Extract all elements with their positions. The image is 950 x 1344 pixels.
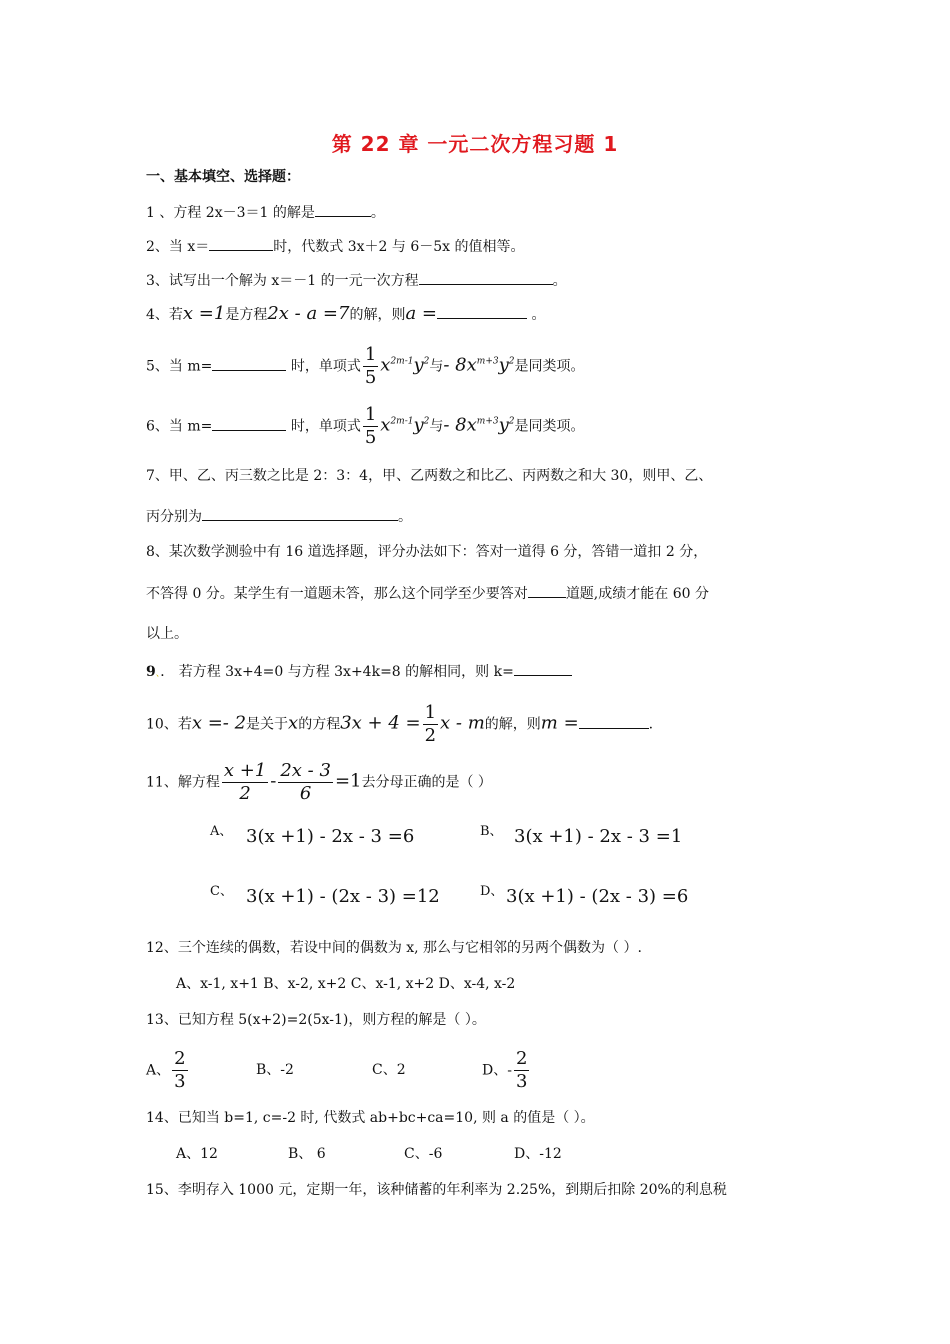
question-11 (146, 760, 492, 805)
fraction: $\frac{1}{2}$ (424, 702, 437, 746)
math-expression: =1 (334, 770, 362, 792)
question-end: 。 (398, 509, 412, 525)
question-text: 的解，则 (349, 307, 406, 323)
answer-blank (315, 202, 371, 217)
question-text: 的解，则 (484, 716, 541, 733)
math-expression: - 8x (443, 414, 477, 436)
option-d: D、-12 (514, 1146, 562, 1162)
question-number: 9 (146, 664, 156, 680)
answer-blank (528, 583, 566, 598)
option-label: D、 (480, 884, 504, 899)
question-text: 的方程 (298, 716, 341, 733)
question-text: 时，单项式 (286, 418, 361, 435)
option-b: B、-2 (256, 1062, 294, 1078)
question-end: 。 (552, 273, 567, 289)
question-12: 12、三个连续的偶数，若设中间的偶数为 x, 那么与它相邻的另两个偶数为（ ）. (146, 940, 642, 956)
question-10 (146, 702, 653, 747)
answer-blank (209, 236, 273, 251)
math-expression: - (270, 770, 277, 792)
option-equation: 3(x +1) - (2x - 3) =6 (506, 886, 689, 907)
question-13-options (146, 1048, 190, 1096)
math-expression: - 8x (443, 354, 477, 376)
math-expression: x =- 2 (191, 712, 247, 734)
exponent: 2m-1 (390, 416, 414, 427)
option-equation: 3(x +1) - 2x - 3 =6 (246, 826, 415, 847)
page-title: 第 22 章 一元二次方程习题 1 (331, 132, 619, 156)
exponent: 2 (423, 356, 430, 367)
exponent: 2 (508, 416, 515, 427)
question-2 (146, 236, 525, 257)
exponent: 2m-1 (390, 356, 414, 367)
question-end: 。 (370, 205, 385, 221)
question-text: 道题,成绩才能在 60 分 (565, 586, 709, 602)
question-text: 11、解方程 (146, 774, 220, 791)
question-text: 与 (429, 418, 444, 435)
option-label: C、 (210, 884, 233, 899)
question-text: 是关于 (246, 716, 289, 733)
option-c: C、-6 (404, 1146, 443, 1162)
question-9 (146, 661, 572, 684)
question-text: 时，单项式 (286, 358, 361, 375)
edit-mark: 、 (155, 669, 161, 679)
option-label: A、 (210, 824, 233, 839)
question-text: 是方程 (225, 307, 268, 323)
exponent: 2 (508, 356, 515, 367)
question-14: 14、已知当 b=1, c=-2 时, 代数式 ab+bc+ca=10, 则 a 的值是（ ）。 (146, 1110, 595, 1126)
question-7-line-2 (146, 506, 412, 527)
math-expression: y (498, 414, 509, 436)
fraction: $\frac{2x - 3}{6}$ (280, 760, 331, 804)
question-text: 去分母正确的是（ ） (361, 774, 492, 791)
math-expression: 3x + 4 = (340, 712, 421, 734)
fraction: $\frac{1}{5}$ (364, 344, 377, 388)
question-5 (146, 344, 585, 389)
option-label: B、 (480, 824, 503, 839)
fraction: $\frac{1}{5}$ (364, 404, 377, 448)
question-text: 6、当 m= (146, 418, 213, 435)
answer-blank (437, 304, 527, 319)
question-8-line-1: 8、某次数学测验中有 16 道选择题，评分办法如下：答对一道得 6 分，答错一道扣 2 分， (146, 544, 708, 560)
option-label: D、- (482, 1062, 512, 1079)
option-equation: 3(x +1) - (2x - 3) =12 (246, 886, 440, 907)
math-expression: y (413, 354, 424, 376)
question-13: 13、已知方程 5(x+2)=2(5x-1)，则方程的解是（ ）。 (146, 1012, 486, 1028)
question-text: 5、当 m= (146, 358, 213, 375)
answer-blank (419, 270, 553, 285)
question-12-options: A、x-1, x+1 B、x-2, x+2 C、x-1, x+2 D、x-4, x-2 (176, 976, 516, 992)
fraction: $\frac{x +1}{2}$ (223, 760, 267, 804)
answer-blank (202, 506, 398, 521)
question-text: 不答得 0 分。某学生有一道题未答，那么这个同学至少要答对 (146, 586, 528, 602)
exponent: m+3 (476, 416, 499, 427)
question-text: 4、若 (146, 307, 183, 323)
question-text: 10、若 (146, 716, 192, 733)
answer-blank (514, 661, 572, 676)
question-end: . (648, 716, 654, 733)
math-expression: x (380, 354, 391, 376)
option-a: A、12 (176, 1146, 218, 1162)
question-text: 2、当 x＝ (146, 239, 210, 255)
math-expression: x =1 (182, 303, 226, 324)
question-text: 时，代数式 3x＋2 与 6－5x 的值相等。 (273, 239, 525, 255)
question-15: 15、李明存入 1000 元，定期一年，该种储蓄的年利率为 2.25%，到期后扣除 20%的利息税 (146, 1182, 727, 1198)
question-text: ． 若方程 3x+4=0 与方程 3x+4k=8 的解相同，则 k= (160, 664, 514, 680)
question-text: 与 (429, 358, 444, 375)
fraction: $\frac{2}{3}$ (515, 1048, 528, 1092)
exponent: 2 (423, 416, 430, 427)
section-heading: 一、基本填空、选择题： (146, 169, 300, 185)
math-expression: y (413, 414, 424, 436)
exponent: m+3 (476, 356, 499, 367)
question-8-line-3: 以上。 (146, 626, 188, 642)
question-text: 3、试写出一个解为 x＝－1 的一元一次方程 (146, 273, 419, 289)
math-expression: y (498, 354, 509, 376)
question-8-line-2 (146, 583, 709, 604)
answer-blank (212, 416, 286, 431)
question-text: 1 、方程 2x－3＝1 的解是 (146, 205, 315, 221)
math-expression: x (288, 712, 299, 734)
question-text: 是同类项。 (514, 358, 585, 375)
option-equation: 3(x +1) - 2x - 3 =1 (514, 826, 683, 847)
fraction: $\frac{2}{3}$ (174, 1048, 186, 1092)
question-text: 丙分别为 (146, 509, 202, 525)
option-b: B、 6 (288, 1146, 326, 1162)
option-a: A、 (146, 1062, 171, 1079)
question-7-line-1: 7、甲、乙、丙三数之比是 2：3：4，甲、乙两数之和比乙、丙两数之和大 30，则甲、乙、 (146, 468, 713, 484)
option-d (482, 1048, 531, 1096)
option-c: C、2 (372, 1062, 406, 1078)
math-expression: a = (405, 303, 438, 324)
question-6 (146, 404, 585, 449)
math-expression: m = (540, 712, 579, 734)
question-text: 是同类项。 (514, 418, 585, 435)
answer-blank (579, 714, 649, 729)
math-expression: x - m (440, 712, 485, 734)
question-1 (146, 202, 385, 223)
answer-blank (212, 356, 286, 371)
math-expression: 2x - a =7 (267, 303, 350, 324)
question-4 (146, 304, 545, 325)
question-end: 。 (527, 307, 546, 323)
math-expression: x (380, 414, 391, 436)
question-3 (146, 270, 567, 291)
